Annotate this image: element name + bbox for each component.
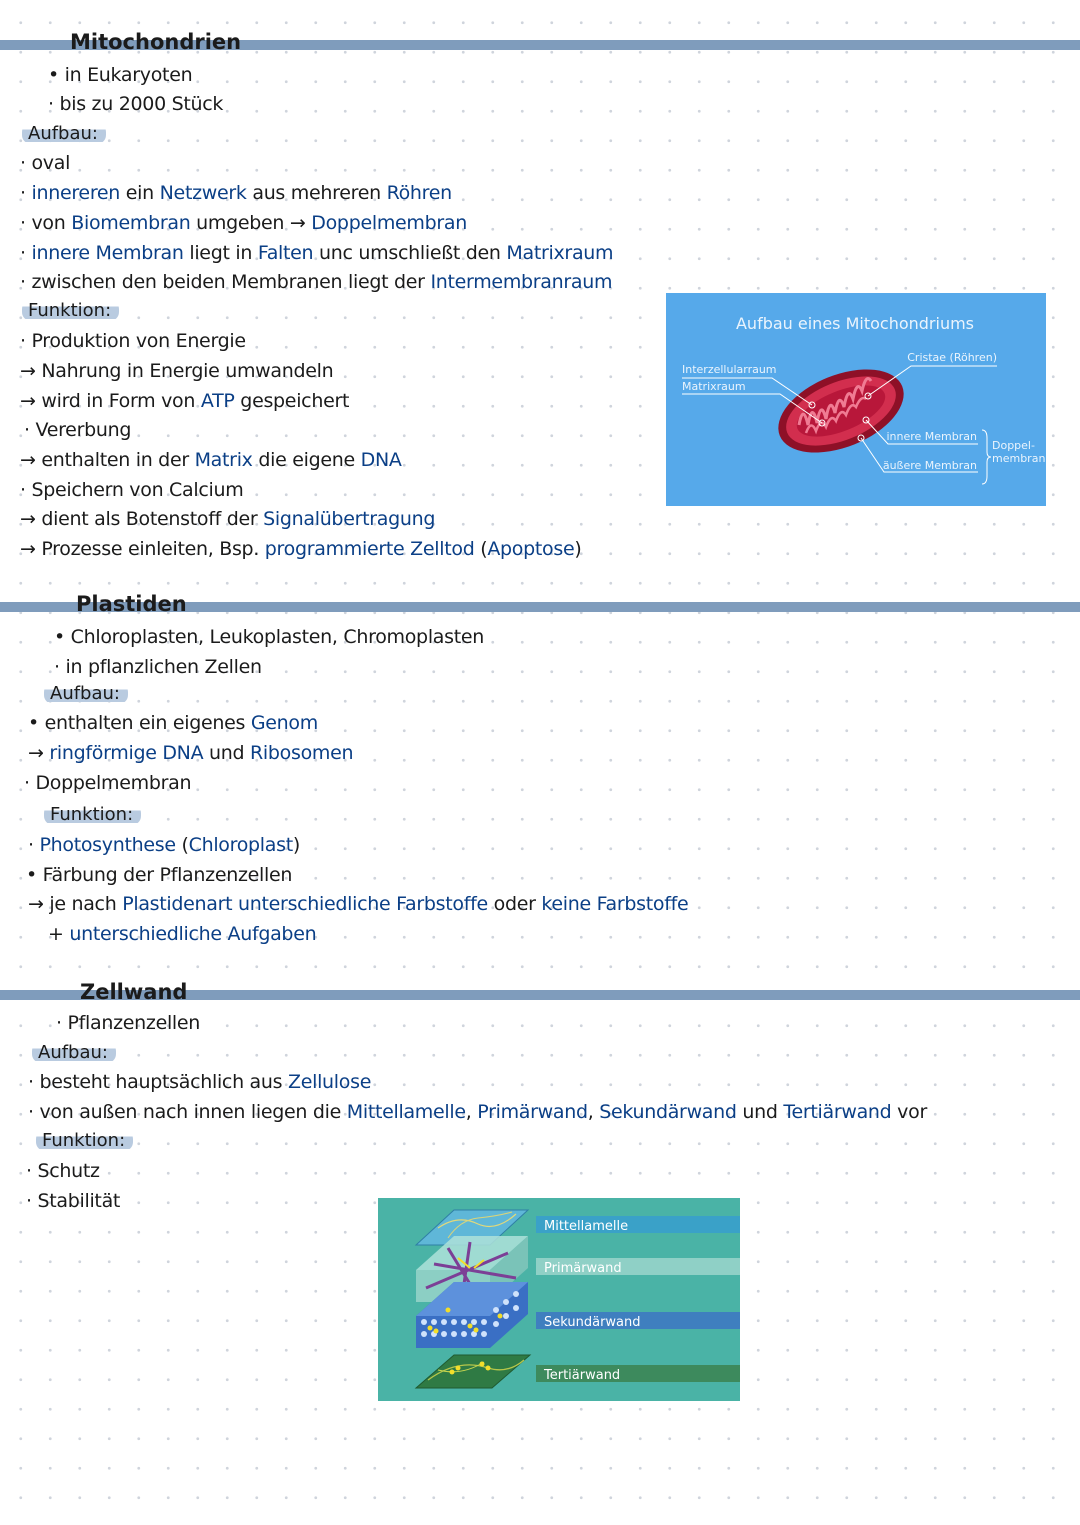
text-segment: aus mehreren <box>246 182 387 204</box>
text-segment: ( <box>474 538 488 560</box>
highlighted-term: Netzwerk <box>159 182 247 204</box>
diagram-title: Aufbau eines Mitochondriums <box>735 314 975 333</box>
text-segment: · oval <box>20 152 71 174</box>
funktion-label: Funktion: <box>36 1130 133 1151</box>
funktion-line <box>20 538 581 560</box>
intro-line: • Chloroplasten, Leukoplasten, Chromoplasten <box>54 626 485 648</box>
highlighted-term: ringförmige DNA <box>49 742 204 764</box>
label-primaerwand: Primärwand <box>544 1261 622 1276</box>
text-segment: · <box>28 834 40 856</box>
heading-mitochondrien: Mitochondrien <box>70 30 242 54</box>
label-interzellularraum: Interzellularraum <box>682 363 777 376</box>
text-segment: · Stabilität <box>26 1190 121 1212</box>
text-segment: ) <box>574 538 582 560</box>
text-segment: → wird in Form von <box>20 390 201 412</box>
highlighted-term: innereren <box>31 182 121 204</box>
highlighted-term: programmierte Zelltod <box>264 538 475 560</box>
aufbau-label: Aufbau: <box>22 123 106 144</box>
highlighted-term: Chloroplast <box>188 834 293 856</box>
highlighted-term: Röhren <box>386 182 452 204</box>
funktion-line <box>20 479 243 501</box>
text-segment: vor <box>891 1101 927 1123</box>
label-doppelmembran: membran <box>992 452 1046 465</box>
label-innere-membran: innere Membran <box>886 430 977 443</box>
highlighted-term: Matrixraum <box>506 242 614 264</box>
highlighted-term: Biomembran <box>71 212 191 234</box>
label-matrixraum: Matrixraum <box>682 380 746 393</box>
text-segment: und <box>203 742 251 764</box>
label-cristae: Cristae (Röhren) <box>907 351 997 364</box>
highlighted-term: Zellulose <box>287 1071 372 1093</box>
text-segment: · <box>20 242 32 264</box>
aufbau-line <box>28 712 318 734</box>
text-segment: → dient als Botenstoff der <box>20 508 264 530</box>
funktion-line <box>26 1160 100 1182</box>
funktion-line <box>48 923 316 945</box>
highlighted-term: Ribosomen <box>250 742 354 764</box>
label-tertiaerwand: Tertiärwand <box>544 1368 621 1383</box>
highlighted-term: innere Membran <box>31 242 184 264</box>
highlighted-term: DNA <box>360 449 402 471</box>
highlighted-term: Doppelmembran <box>311 212 467 234</box>
text-segment: · von außen nach innen liegen die <box>28 1101 347 1123</box>
text-segment: oder <box>487 893 542 915</box>
text-segment: ( <box>175 834 189 856</box>
text-segment: · besteht hauptsächlich aus <box>28 1071 288 1093</box>
aufbau-line <box>24 772 191 794</box>
label-doppelmembran: Doppel- <box>992 439 1035 452</box>
mitochondrium-diagram <box>666 293 1046 506</box>
aufbau-line <box>20 212 467 234</box>
text-segment: · Produktion von Energie <box>20 330 246 352</box>
aufbau-line <box>28 1071 371 1093</box>
text-segment: , <box>465 1101 478 1123</box>
text-segment: • enthalten ein eigenes <box>28 712 251 734</box>
text-segment: ein <box>120 182 160 204</box>
text-segment: · von <box>20 212 72 234</box>
aufbau-line <box>20 242 613 264</box>
funktion-line <box>28 893 688 915</box>
aufbau-label: Aufbau: <box>44 683 128 704</box>
funktion-line <box>20 390 349 412</box>
highlighted-term: Photosynthese <box>39 834 176 856</box>
text-segment: → enthalten in der <box>20 449 195 471</box>
highlighted-term: Signalübertragung <box>263 508 436 530</box>
text-segment: unc umschließt den <box>313 242 507 264</box>
text-segment: · zwischen den beiden Membranen liegt der <box>20 271 431 293</box>
highlighted-term: Mittellamelle <box>346 1101 466 1123</box>
highlighted-term: Genom <box>250 712 318 734</box>
text-segment: → <box>28 742 50 764</box>
funktion-line <box>26 1190 120 1212</box>
text-segment: • Färbung der Pflanzenzellen <box>26 864 293 886</box>
text-segment: liegt in <box>183 242 258 264</box>
highlighted-term: unterschiedliche Aufgaben <box>69 923 317 945</box>
funktion-line <box>20 330 246 352</box>
highlighted-term: Matrix <box>194 449 253 471</box>
funktion-label: Funktion: <box>22 300 119 321</box>
intro-line: · bis zu 2000 Stück <box>48 93 224 115</box>
text-segment: · Schutz <box>26 1160 100 1182</box>
funktion-label: Funktion: <box>44 804 141 825</box>
intro-line: • in Eukaryoten <box>48 64 193 86</box>
text-segment: · Speichern von Calcium <box>20 479 244 501</box>
funktion-line <box>24 419 131 441</box>
aufbau-line <box>20 271 612 293</box>
text-segment: · <box>20 182 32 204</box>
text-segment: · Doppelmembran <box>24 772 192 794</box>
funktion-line <box>26 864 292 886</box>
intro-line: · in pflanzlichen Zellen <box>54 656 262 678</box>
highlighted-term: Sekundärwand <box>599 1101 737 1123</box>
zellwand-diagram <box>378 1198 740 1401</box>
funktion-line <box>20 449 402 471</box>
funktion-line <box>20 360 333 382</box>
heading-zellwand: Zellwand <box>80 980 188 1004</box>
highlighted-term: Primärwand <box>477 1101 588 1123</box>
text-segment: → Nahrung in Energie umwandeln <box>20 360 334 382</box>
label-aeussere-membran: äußere Membran <box>882 459 977 472</box>
text-segment: , <box>587 1101 600 1123</box>
label-sekundaerwand: Sekundärwand <box>544 1315 641 1330</box>
text-segment: ) <box>292 834 300 856</box>
label-mittellamelle: Mittellamelle <box>544 1219 629 1234</box>
highlighted-term: Plastidenart unterschiedliche Farbstoffe <box>122 893 488 915</box>
text-segment: und <box>736 1101 784 1123</box>
intro-line: · Pflanzenzellen <box>56 1012 201 1034</box>
highlighted-term: Intermembranraum <box>430 271 613 293</box>
text-segment: umgeben → <box>190 212 312 234</box>
funktion-line <box>20 508 435 530</box>
heading-plastiden: Plastiden <box>76 592 187 616</box>
aufbau-label: Aufbau: <box>32 1042 116 1063</box>
highlighted-term: Apoptose <box>487 538 575 560</box>
highlighted-term: Tertiärwand <box>783 1101 892 1123</box>
aufbau-line <box>20 182 452 204</box>
highlighted-term: Falten <box>257 242 314 264</box>
text-segment: gespeichert <box>234 390 350 412</box>
text-segment: die eigene <box>252 449 361 471</box>
highlighted-term: keine Farbstoffe <box>541 893 689 915</box>
funktion-line <box>28 834 300 856</box>
aufbau-line <box>20 152 70 174</box>
text-segment: → Prozesse einleiten, Bsp. <box>20 538 265 560</box>
highlighted-term: ATP <box>200 390 235 412</box>
text-segment: · Vererbung <box>24 419 132 441</box>
aufbau-line <box>28 742 353 764</box>
aufbau-line <box>28 1101 927 1123</box>
text-segment: → je nach <box>28 893 123 915</box>
text-segment: + <box>48 923 70 945</box>
